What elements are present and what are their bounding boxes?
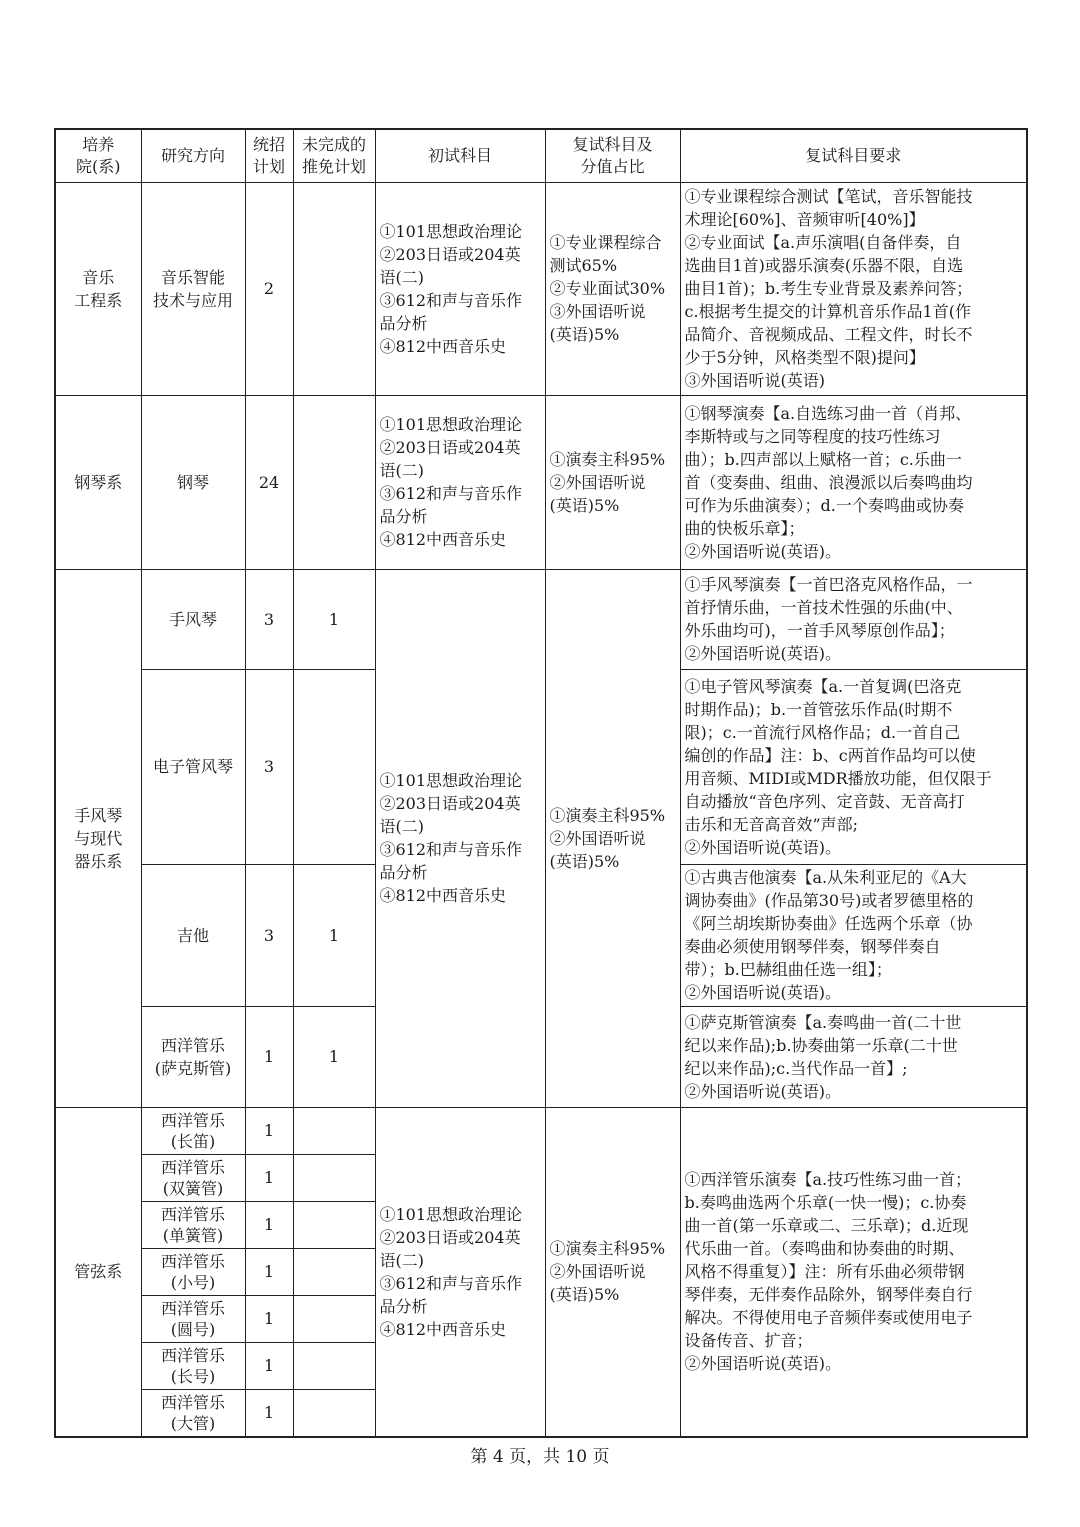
- text-line: ②外国语听说: [549, 472, 646, 492]
- text-line: ①101思想政治理论: [379, 221, 523, 241]
- text-line: ①西洋管乐演奏【a.技巧性练习曲一首；: [684, 1170, 972, 1190]
- plan-cell: 2: [245, 182, 293, 395]
- plan-cell: 1: [245, 1201, 293, 1248]
- text-line: 手风琴: [74, 805, 123, 825]
- text-line: 语(二): [379, 1250, 424, 1270]
- text-line: ②外国语听说: [549, 828, 646, 848]
- text-line: 西洋管乐: [160, 1157, 225, 1177]
- text-line: 推免计划: [301, 156, 366, 176]
- text-line: 语(二): [379, 817, 424, 836]
- table-row: [55, 182, 1027, 395]
- text-line: ③外国语听说: [549, 302, 646, 321]
- text-line: ①萨克斯管演奏【a.奏鸣曲一首(二十世: [684, 1012, 962, 1032]
- text-line: 音乐智能: [160, 267, 225, 287]
- text-line: ④812中西音乐史: [379, 886, 507, 905]
- text-line: 品分析: [379, 863, 428, 882]
- exempt-cell: [293, 1154, 375, 1201]
- text-line: ③612和声与音乐作: [379, 1273, 523, 1293]
- text-line: ①101思想政治理论: [379, 415, 523, 434]
- text-line: 纪以来作品);c.当代作品一首】;: [684, 1058, 908, 1078]
- text-line: 可作为乐曲演奏）；d.一个奏鸣曲或协奏: [684, 495, 964, 515]
- text-line: 钢琴: [176, 472, 209, 492]
- plan-cell: 1: [245, 1342, 293, 1389]
- department-cell: [55, 395, 141, 569]
- text-line: 西洋管乐: [160, 1035, 225, 1055]
- department-cell: [55, 569, 141, 1107]
- text-line: 培养: [82, 134, 115, 154]
- text-line: 西洋管乐: [160, 1392, 225, 1412]
- direction-cell: [141, 864, 245, 1006]
- exempt-cell: [293, 395, 375, 569]
- retest-requirements-cell: [680, 1107, 1027, 1437]
- header-direction: [141, 129, 245, 182]
- text-line: (双簧管): [162, 1178, 224, 1198]
- plan-cell: 24: [245, 395, 293, 569]
- text-line: 手风琴: [168, 609, 217, 629]
- exempt-cell: 1: [293, 864, 375, 1006]
- text-line: ④812中西音乐史: [379, 1319, 507, 1339]
- retest-subjects-cell: [545, 1107, 680, 1437]
- exempt-cell: [293, 669, 375, 864]
- text-line: ③外国语听说(英语): [684, 371, 825, 390]
- retest-requirements-cell: [680, 182, 1027, 395]
- text-line: 分值占比: [580, 156, 645, 176]
- exempt-cell: [293, 1342, 375, 1389]
- text-line: 西洋管乐: [160, 1204, 225, 1224]
- text-line: 品分析: [379, 313, 428, 333]
- text-line: 选曲目1首)或器乐演奏(乐器不限，自选: [684, 256, 964, 275]
- header-retest-subjects: [545, 129, 680, 182]
- text-line: 击乐和无音高音效”声部;: [684, 814, 859, 834]
- text-line: ①演奏主科95%: [549, 449, 666, 469]
- text-line: c.根据考生提交的计算机音乐作品1首(作: [684, 302, 971, 321]
- text-line: 吉他: [176, 925, 209, 945]
- direction-cell: [141, 1389, 245, 1437]
- retest-subjects-cell: [545, 182, 680, 395]
- text-line: 曲一首(第一乐章或二、三乐章)；d.近现: [684, 1216, 969, 1236]
- text-line: ②203日语或204英: [379, 794, 521, 813]
- text-line: ③612和声与音乐作: [379, 484, 523, 503]
- text-line: ①101思想政治理论: [379, 771, 523, 790]
- text-line: ②203日语或204英: [379, 1227, 521, 1247]
- retest-subjects-cell: [545, 395, 680, 569]
- direction-cell: [141, 1006, 245, 1107]
- text-line: ②专业面试30%: [549, 279, 666, 298]
- direction-cell: [141, 395, 245, 569]
- text-line: 技术与应用: [152, 290, 233, 310]
- text-line: ①演奏主科95%: [549, 805, 666, 825]
- exempt-cell: [293, 1389, 375, 1437]
- text-line: 曲的快板乐章】；: [684, 518, 805, 538]
- text-line: (长笛): [170, 1131, 216, 1151]
- text-line: 测试65%: [549, 256, 618, 275]
- text-line: ①电子管风琴演奏【a.一首复调(巴洛克: [684, 676, 962, 696]
- initial-subjects-cell: [375, 569, 545, 1107]
- text-line: 品简介、音视频成品、工程文件，时长不: [684, 325, 973, 344]
- text-line: 工程系: [74, 290, 123, 310]
- initial-subjects-cell: [375, 182, 545, 395]
- exempt-cell: [293, 1201, 375, 1248]
- plan-cell: 1: [245, 1107, 293, 1154]
- header-plan: [245, 129, 293, 182]
- text-line: 品分析: [379, 507, 428, 526]
- text-line: (小号): [170, 1272, 216, 1292]
- text-line: ②外国语听说(英语)。: [684, 644, 841, 663]
- text-line: ③612和声与音乐作: [379, 290, 523, 310]
- header-department: [55, 129, 141, 182]
- text-line: 初试科目: [427, 145, 492, 165]
- text-line: ②203日语或204英: [379, 438, 521, 457]
- text-line: ①手风琴演奏【一首巴洛克风格作品，一: [684, 575, 973, 594]
- text-line: ②外国语听说(英语)。: [684, 983, 841, 1002]
- direction-cell: [141, 1248, 245, 1295]
- text-line: ②203日语或204英: [379, 244, 521, 264]
- plan-cell: 1: [245, 1006, 293, 1107]
- text-line: 电子管风琴: [152, 757, 233, 776]
- admission-table: [54, 128, 1028, 1438]
- text-line: 器乐系: [74, 851, 123, 871]
- text-line: (大管): [170, 1413, 216, 1433]
- exempt-cell: [293, 1295, 375, 1342]
- text-line: 解决。不得使用电子音频伴奏或使用电子: [684, 1308, 973, 1328]
- text-line: ③612和声与音乐作: [379, 840, 523, 859]
- text-line: 少于5分钟，风格类型不限)提问】: [684, 348, 925, 367]
- text-line: ④812中西音乐史: [379, 336, 507, 356]
- text-line: (长号): [170, 1366, 216, 1386]
- text-line: 曲目1首)；b.考生专业背景及素养问答；: [684, 279, 973, 298]
- text-line: 品分析: [379, 1296, 428, 1316]
- header-initial-subjects: [375, 129, 545, 182]
- retest-requirements-cell: [680, 395, 1027, 569]
- plan-cell: 3: [245, 864, 293, 1006]
- text-line: 编创的作品】注：b、c两首作品均可以使: [684, 745, 976, 765]
- text-line: 限)；c.一首流行风格作品；d.一首自己: [684, 722, 961, 742]
- text-line: 外乐曲均可)，一首手风琴原创作品】；: [684, 621, 955, 640]
- plan-cell: 1: [245, 1248, 293, 1295]
- retest-requirements-cell: [680, 569, 1027, 669]
- text-line: b.奏鸣曲选两个乐章(一快一慢)；c.协奏: [684, 1193, 967, 1213]
- text-line: ①专业课程综合测试【笔试，音乐智能技: [684, 187, 973, 206]
- text-line: 音乐: [82, 267, 115, 287]
- text-line: 纪以来作品);b.协奏曲第一乐章(二十世: [684, 1035, 958, 1055]
- text-line: ①古典吉他演奏【a.从朱利亚尼的《A大: [684, 868, 967, 887]
- department-cell: [55, 182, 141, 395]
- table-row: [55, 1107, 1027, 1154]
- text-line: 代乐曲一首。（奏鸣曲和协奏曲的时期、: [684, 1239, 965, 1259]
- text-line: (圆号): [170, 1319, 216, 1339]
- text-line: 复试科目要求: [805, 145, 902, 165]
- plan-cell: 1: [245, 1154, 293, 1201]
- text-line: 管弦系: [74, 1262, 123, 1282]
- text-line: 调协奏曲》(作品第30号)或者罗德里格的: [684, 891, 974, 910]
- text-line: (英语)5%: [549, 495, 620, 515]
- plan-cell: 1: [245, 1389, 293, 1437]
- text-line: 术理论[60%]、音频审听[40%]】: [684, 210, 925, 229]
- text-line: 统招: [252, 134, 285, 154]
- text-line: 奏曲必须使用钢琴伴奏，钢琴伴奏自: [684, 937, 941, 956]
- text-line: 复试科目及: [572, 134, 653, 154]
- text-line: 钢琴系: [74, 472, 123, 492]
- text-line: 语(二): [379, 461, 424, 480]
- text-line: 西洋管乐: [160, 1251, 225, 1271]
- text-line: ①101思想政治理论: [379, 1204, 523, 1224]
- text-line: ②外国语听说(英语)。: [684, 1354, 841, 1374]
- header-retest-requirements: [680, 129, 1027, 182]
- text-line: 西洋管乐: [160, 1110, 225, 1130]
- text-line: 首（变奏曲、组曲、浪漫派以后奏鸣曲均: [684, 472, 973, 492]
- table-row: [55, 569, 1027, 669]
- direction-cell: [141, 569, 245, 669]
- header-exempt: [293, 129, 375, 182]
- text-line: 西洋管乐: [160, 1298, 225, 1318]
- direction-cell: [141, 1201, 245, 1248]
- exempt-cell: [293, 1248, 375, 1295]
- text-line: (英语)5%: [549, 1285, 620, 1305]
- direction-cell: [141, 1107, 245, 1154]
- text-line: 西洋管乐: [160, 1345, 225, 1365]
- text-line: 曲）；b.四声部以上赋格一首；c.乐曲一: [684, 449, 962, 469]
- text-line: ②外国语听说: [549, 1262, 646, 1282]
- text-line: (英语)5%: [549, 851, 620, 871]
- page-footer: 第 4 页，共 10 页: [470, 1447, 610, 1467]
- direction-cell: [141, 669, 245, 864]
- text-line: 琴伴奏，无伴奏作品除外，钢琴伴奏自行: [684, 1285, 973, 1305]
- text-line: 院(系): [76, 156, 121, 176]
- text-line: 《阿兰胡埃斯协奏曲》任选两个乐章（协: [684, 914, 973, 933]
- text-line: (单簧管): [162, 1225, 224, 1245]
- text-line: 风格不得重复）】注：所有乐曲必须带钢: [684, 1262, 965, 1282]
- text-line: 语(二): [379, 267, 424, 287]
- text-line: 用音频、MIDI或MDR播放功能，但仅限于: [684, 768, 992, 788]
- exempt-cell: [293, 1107, 375, 1154]
- table-row: [55, 395, 1027, 569]
- plan-cell: 3: [245, 669, 293, 864]
- text-line: (英语)5%: [549, 325, 620, 344]
- direction-cell: [141, 182, 245, 395]
- text-line: ①钢琴演奏【a.自选练习曲一首（肖邦、: [684, 403, 972, 423]
- exempt-cell: [293, 182, 375, 395]
- table-header-row: [55, 129, 1027, 182]
- text-line: ②外国语听说(英语)。: [684, 541, 841, 561]
- text-line: 李斯特或与之同等程度的技巧性练习: [684, 426, 941, 446]
- text-line: 与现代: [74, 828, 123, 848]
- text-line: ②外国语听说(英语)。: [684, 1081, 841, 1101]
- text-line: 时期作品)；b.一首管弦乐作品(时期不: [684, 699, 953, 719]
- direction-cell: [141, 1295, 245, 1342]
- text-line: 带）；b.巴赫组曲任选一组】；: [684, 960, 892, 979]
- retest-requirements-cell: [680, 669, 1027, 864]
- plan-cell: 3: [245, 569, 293, 669]
- direction-cell: [141, 1342, 245, 1389]
- text-line: 计划: [252, 156, 285, 176]
- text-line: ②外国语听说(英语)。: [684, 837, 841, 857]
- initial-subjects-cell: [375, 1107, 545, 1437]
- retest-requirements-cell: [680, 1006, 1027, 1107]
- text-line: 首抒情乐曲，一首技术性强的乐曲(中、: [684, 598, 963, 617]
- text-line: 自动播放“音色序列、定音鼓、无音高打: [684, 791, 965, 811]
- text-line: ①演奏主科95%: [549, 1239, 666, 1259]
- text-line: (萨克斯管): [154, 1058, 232, 1078]
- retest-subjects-cell: [545, 569, 680, 1107]
- retest-requirements-cell: [680, 864, 1027, 1006]
- plan-cell: 1: [245, 1295, 293, 1342]
- initial-subjects-cell: [375, 395, 545, 569]
- text-line: 未完成的: [301, 134, 366, 154]
- direction-cell: [141, 1154, 245, 1201]
- text-line: ①专业课程综合: [549, 233, 662, 252]
- text-line: ②专业面试【a.声乐演唱(自备伴奏，自: [684, 233, 962, 252]
- text-line: 设备传音、扩音；: [684, 1331, 813, 1351]
- text-line: ④812中西音乐史: [379, 530, 507, 549]
- exempt-cell: 1: [293, 569, 375, 669]
- text-line: 研究方向: [160, 145, 225, 165]
- department-cell: [55, 1107, 141, 1437]
- exempt-cell: 1: [293, 1006, 375, 1107]
